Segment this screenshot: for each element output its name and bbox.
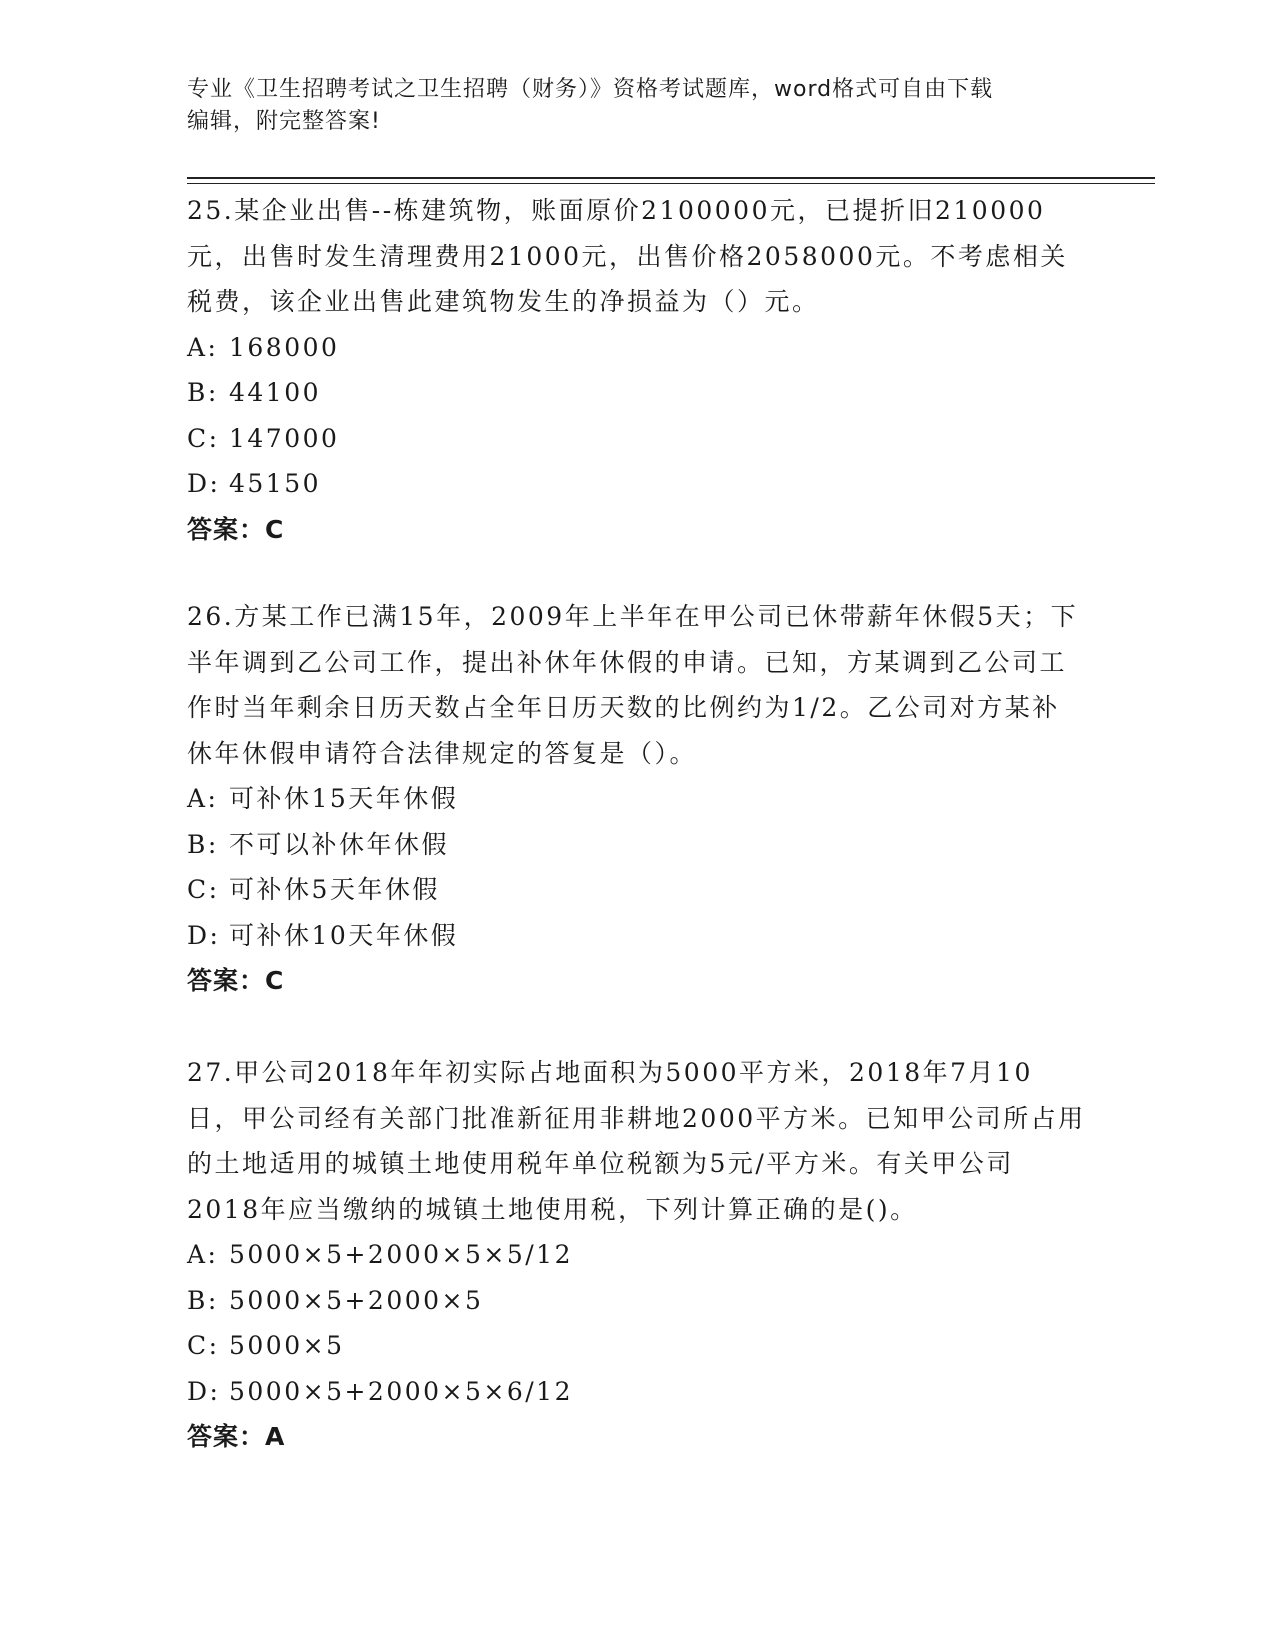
answer-line: 答案：C — [187, 514, 285, 544]
question-25 — [187, 188, 1087, 552]
option-a — [187, 325, 1087, 371]
option-text: 45150 — [229, 469, 322, 498]
header-line-1: 专业《卫生招聘考试之卫生招聘（财务）》资格考试题库，word格式可自由下载 — [187, 77, 994, 102]
option-c — [187, 416, 1087, 462]
option-key: A: — [187, 1240, 219, 1269]
option-text: 168000 — [229, 332, 340, 362]
option-key: C: — [187, 875, 220, 904]
option-b — [187, 822, 1087, 868]
option-d — [187, 461, 1087, 507]
question-stem: 27.甲公司2018年年初实际占地面积为5000平方米，2018年7月10日，甲公司经有关部门批准新征用非耕地2000平方米。已知甲公司所占用的土地适用的城镇土地使用税年单位税额为5元/平方米。有关甲公司2018年应当缴纳的城镇土地使用税，下列计算正确的是()。 — [187, 1058, 1086, 1224]
option-d — [187, 913, 1087, 959]
header-rule-thin — [187, 183, 1155, 184]
option-b — [187, 1278, 1087, 1324]
option-b — [187, 370, 1087, 416]
option-text: 不可以补休年休假 — [229, 829, 450, 859]
option-c — [187, 1323, 1087, 1369]
option-key: D: — [187, 469, 221, 498]
option-a — [187, 776, 1087, 822]
option-key: A: — [187, 784, 219, 813]
option-key: D: — [187, 1376, 221, 1406]
header-rule-thick — [187, 177, 1155, 179]
option-c — [187, 867, 1087, 913]
option-key: B: — [187, 1285, 219, 1315]
option-text: 5000×5+2000×5×5/12 — [229, 1240, 573, 1269]
option-key: B: — [187, 829, 219, 859]
question-stem: 26.方某工作已满15年，2009年上半年在甲公司已休带薪年休假5天；下半年调到乙公司工作，提出补休年休假的申请。已知，方某调到乙公司工作时当年剩余日历天数占全年日历天数的比例约为1/2。乙公司对方某补休年休假申请符合法律规定的答复是（）。 — [187, 602, 1079, 768]
option-key: B: — [187, 378, 219, 407]
question-26 — [187, 594, 1087, 1004]
header-line-2: 编辑，附完整答案! — [187, 109, 381, 134]
option-text: 可补休5天年休假 — [229, 875, 440, 904]
option-key: D: — [187, 920, 221, 950]
answer-line: 答案：A — [187, 1422, 286, 1451]
option-text: 147000 — [229, 423, 340, 453]
option-text: 可补休10天年休假 — [229, 920, 459, 950]
option-text: 5000×5 — [229, 1331, 345, 1360]
option-text: 44100 — [229, 378, 322, 407]
document-header — [187, 74, 1087, 138]
option-d — [187, 1369, 1087, 1415]
option-a — [187, 1232, 1087, 1278]
option-text: 5000×5+2000×5×6/12 — [229, 1376, 573, 1406]
option-key: A: — [187, 332, 219, 362]
question-27 — [187, 1050, 1087, 1460]
option-text: 5000×5+2000×5 — [229, 1285, 484, 1315]
option-key: C: — [187, 1331, 220, 1360]
question-stem: 25.某企业出售--栋建筑物，账面原价2100000元，已提折旧210000元，出售时发生清理费用21000元，出售价格2058000元。不考虑相关税费，该企业出售此建筑物发生的净损益为（）元。 — [187, 196, 1068, 316]
option-text: 可补休15天年休假 — [229, 784, 459, 813]
option-key: C: — [187, 423, 220, 453]
answer-line: 答案：C — [187, 966, 285, 995]
